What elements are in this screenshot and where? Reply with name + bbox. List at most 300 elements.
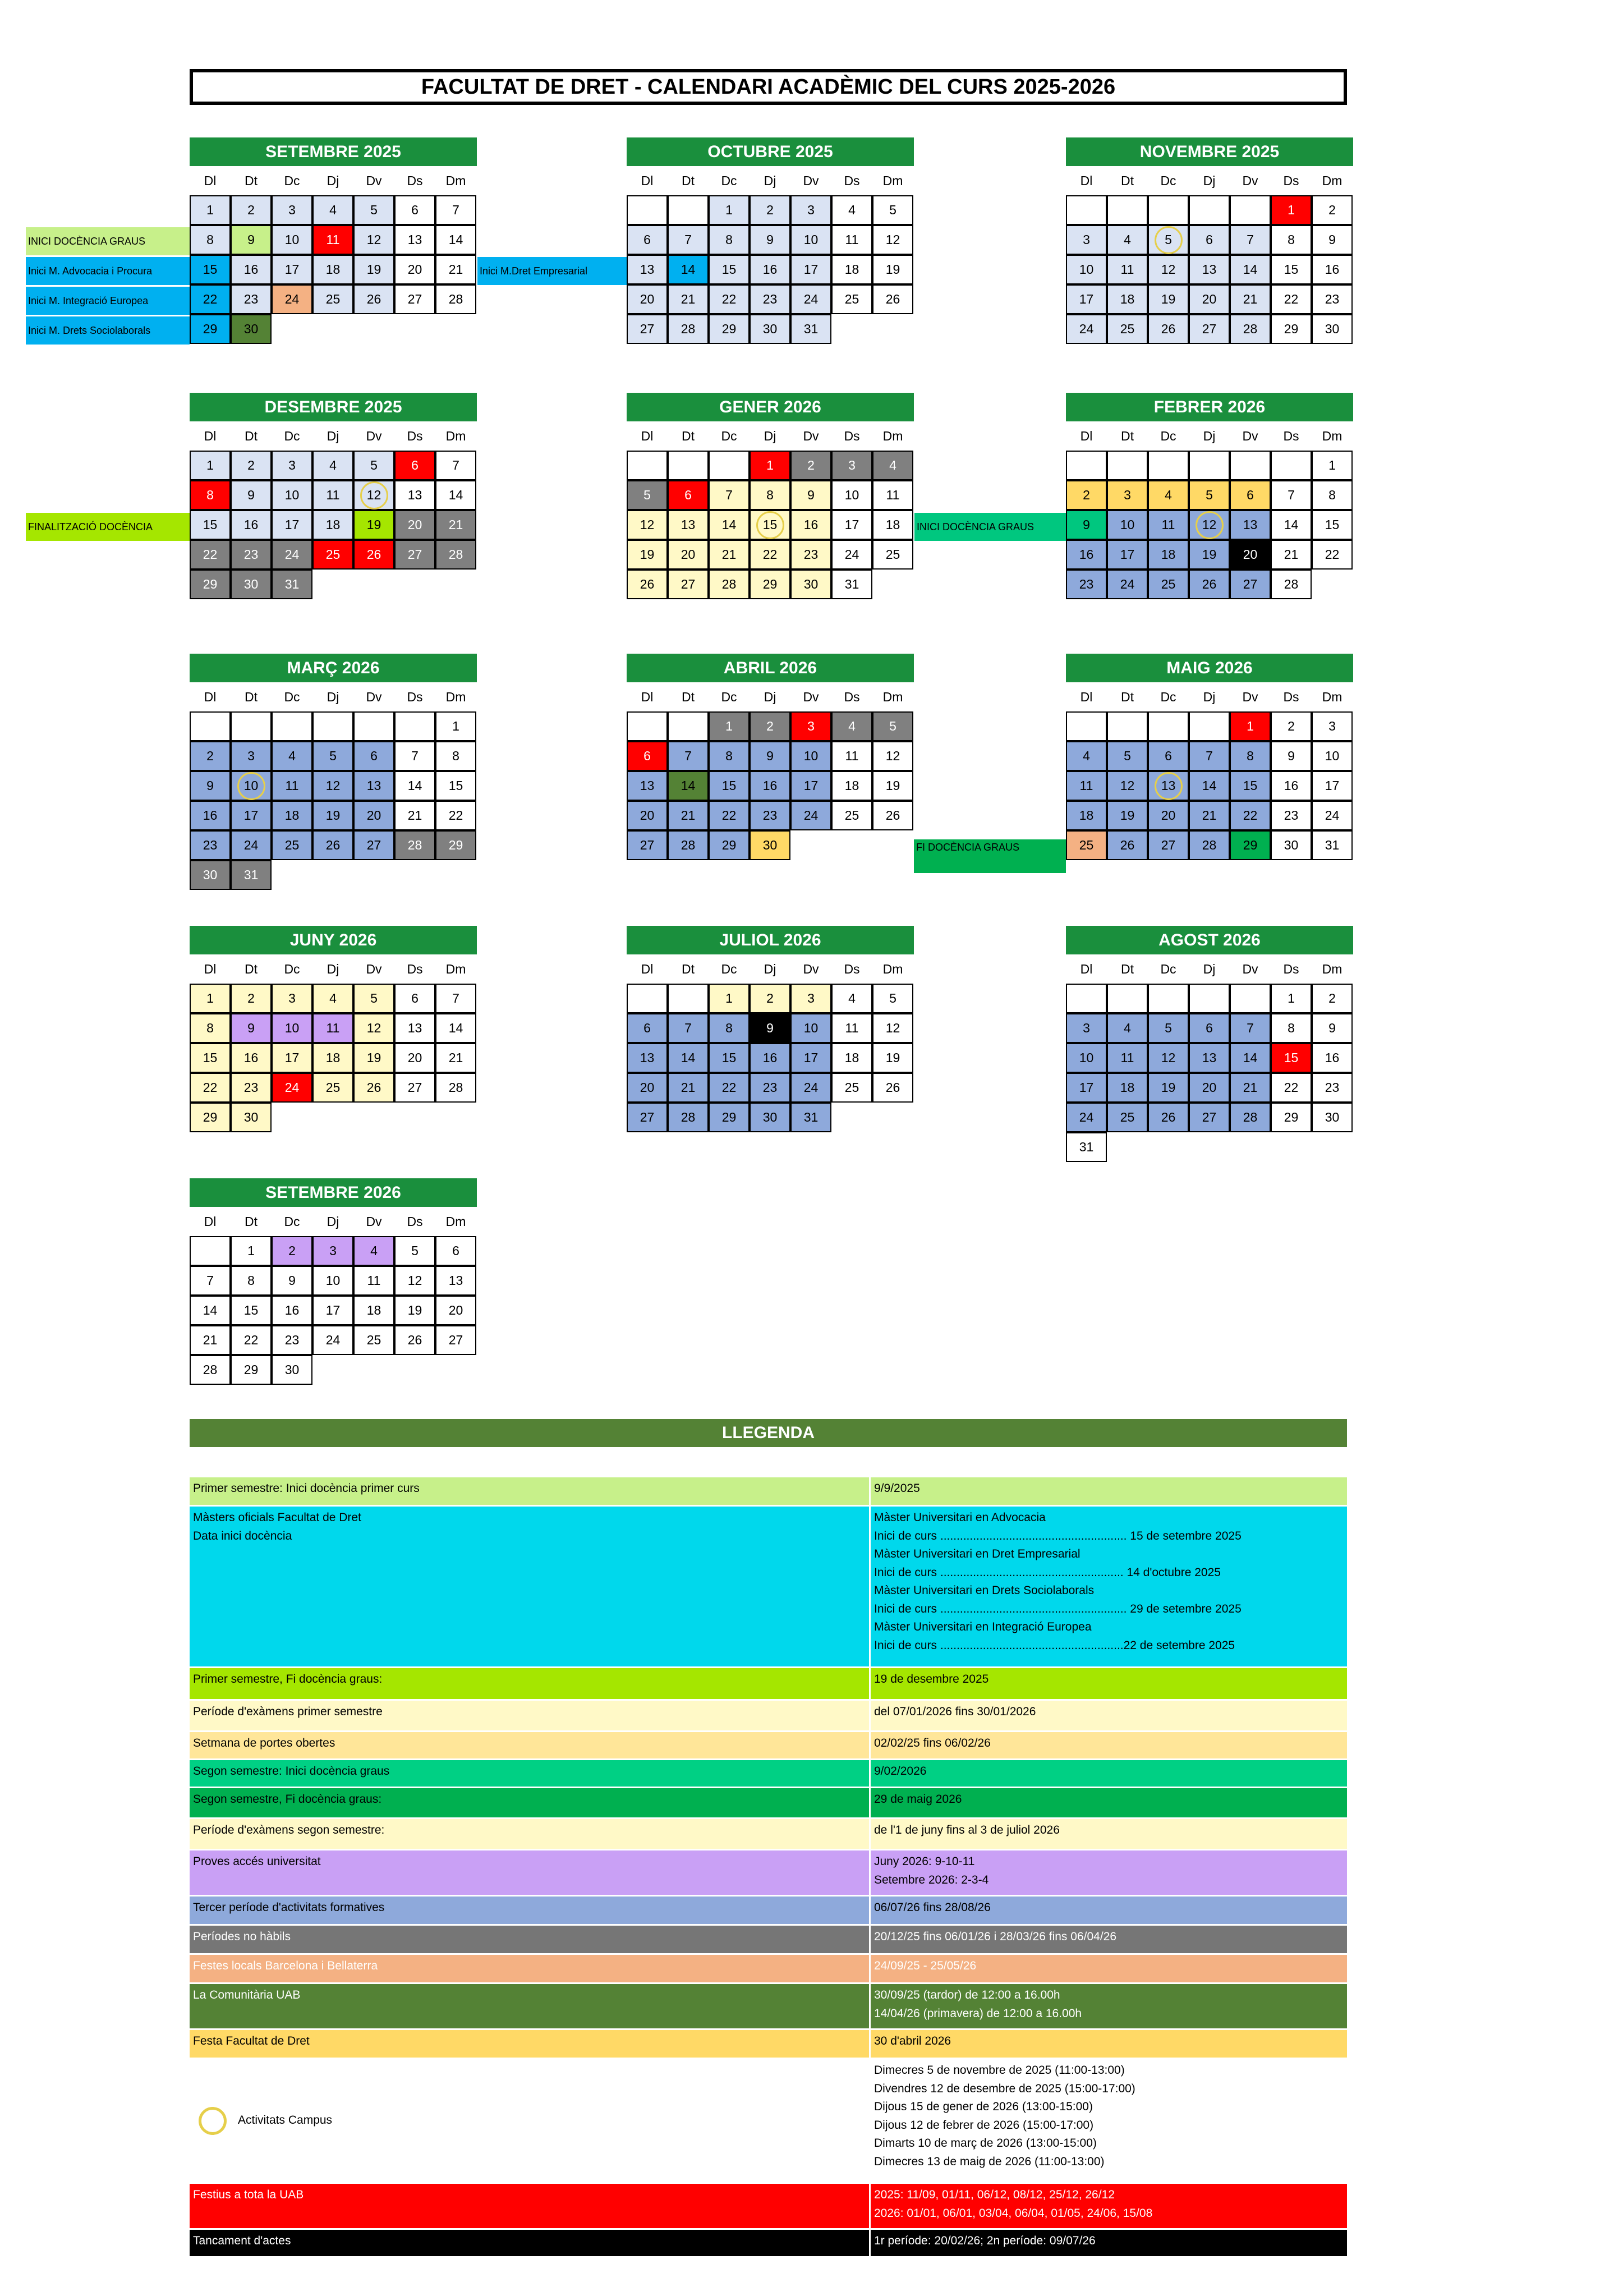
legend-label: Segon semestre, Fi docència graus: (190, 1788, 871, 1817)
day-cell: 21 (668, 801, 709, 830)
legend-label: Primer semestre, Fi docència graus: (190, 1668, 871, 1699)
day-cell: 21 (668, 284, 709, 314)
day-cell: 21 (435, 510, 476, 540)
day-cell: 2 (790, 451, 831, 480)
weekday-label: Dv (366, 428, 382, 443)
day-cell: 15 (709, 255, 750, 284)
day-cell: 28 (435, 1073, 476, 1103)
day-cell: 28 (709, 570, 750, 599)
day-cell: 26 (1148, 1103, 1189, 1132)
day-cell: 19 (1148, 1073, 1189, 1103)
day-cell: 28 (668, 314, 709, 344)
blank-cell (790, 830, 831, 860)
day-cell: 6 (435, 1236, 476, 1266)
day-cell: 23 (750, 801, 790, 830)
day-cell: 3 (1312, 711, 1353, 741)
blank-cell (394, 1103, 435, 1132)
day-cell: 22 (1312, 540, 1353, 570)
day-cell: 30 (231, 1103, 272, 1132)
day-cell: 2 (190, 741, 231, 771)
day-cell: 31 (231, 860, 272, 890)
empty-cell (1189, 984, 1230, 1013)
weekday-label: Ds (844, 961, 860, 976)
day-cell: 8 (709, 225, 750, 255)
week-row (190, 984, 477, 1013)
empty-cell (312, 711, 353, 741)
week-row (1066, 771, 1353, 801)
legend-row (190, 1819, 1347, 1850)
legend-value: 24/09/25 - 25/05/26 (871, 1955, 1347, 1982)
week-row (1066, 314, 1353, 344)
weekday-label: Ds (844, 428, 860, 443)
weekday-label: Ds (407, 689, 423, 704)
weekday-label: Dl (1080, 428, 1093, 443)
day-cell: 27 (1230, 570, 1271, 599)
day-cell: 6 (353, 741, 394, 771)
blank-cell (353, 860, 394, 890)
blank-cell (435, 860, 476, 890)
day-cell: 19 (1107, 801, 1148, 830)
legend-row (190, 2230, 1347, 2258)
day-cell: 23 (231, 284, 272, 314)
weekday-label: Dc (721, 428, 737, 443)
day-cell: 5 (394, 1236, 435, 1266)
weekday-label: Dj (1203, 428, 1216, 443)
day-cell: 3 (790, 984, 831, 1013)
weekday-label: Dl (641, 173, 654, 188)
legend-value: 19 de desembre 2025 (871, 1668, 1347, 1699)
weekday-label: Dm (882, 961, 903, 976)
day-cell: 5 (353, 984, 394, 1013)
day-cell: 19 (312, 801, 353, 830)
day-cell: 28 (1230, 1103, 1271, 1132)
day-cell: 24 (272, 540, 312, 570)
weekday-label: Dm (1322, 428, 1342, 443)
day-cell: 25 (1107, 314, 1148, 344)
day-cell: 1 (709, 195, 750, 225)
day-cell: 9 (1312, 1013, 1353, 1043)
empty-cell (1066, 984, 1107, 1013)
weekday-label: Dt (1121, 173, 1134, 188)
weekday-label: Dl (204, 173, 217, 188)
day-cell: 10 (1107, 510, 1148, 540)
month-calendar (1066, 926, 1353, 1162)
day-cell: 8 (709, 1013, 750, 1043)
weekday-label: Dl (641, 689, 654, 704)
day-cell: 25 (831, 284, 872, 314)
day-cell: 18 (1148, 540, 1189, 570)
day-cell: 20 (435, 1296, 476, 1325)
legend-label: Segon semestre: Inici docència graus (190, 1760, 871, 1787)
blank-cell (353, 1355, 394, 1385)
day-cell: 10 (790, 1013, 831, 1043)
day-cell: 16 (272, 1296, 312, 1325)
day-cell: 14 (190, 1296, 231, 1325)
day-cell: 24 (1066, 314, 1107, 344)
day-cell: 15 (1312, 510, 1353, 540)
day-cell: 16 (190, 801, 231, 830)
month-calendar (190, 137, 477, 344)
day-cell: 6 (627, 1013, 668, 1043)
day-cell: 9 (231, 480, 272, 510)
legend-value: Màster Universitari en Advocacia Inici de curs ......................................................... 15 de setembre 2025 Màster Universitari en Dret Empresarial Inici de curs ........................................................ 14 d'octubre 2025 Màster Universitari en Drets Sociolaborals Inici de curs ......................................................... 29 de setembre 2025 Màster Universitari en Integració Europea Inici de curs ........................................................22 de setembre 2025 (871, 1507, 1347, 1666)
day-cell: 5 (353, 451, 394, 480)
blank-cell (1189, 1132, 1230, 1162)
empty-cell (1148, 195, 1189, 225)
day-cell: 18 (1107, 284, 1148, 314)
day-cell: 7 (1230, 1013, 1271, 1043)
weekday-label: Dj (764, 173, 776, 188)
day-cell: 29 (190, 314, 231, 344)
weekday-label: Dc (1160, 428, 1176, 443)
day-cell: 20 (394, 1043, 435, 1073)
day-cell: 28 (668, 830, 709, 860)
weekday-label: Dl (204, 689, 217, 704)
day-cell: 24 (272, 284, 312, 314)
day-cell: 29 (750, 570, 790, 599)
week-row (1066, 225, 1353, 255)
day-cell: 6 (1148, 741, 1189, 771)
week-row (1066, 741, 1353, 771)
day-cell: 19 (353, 255, 394, 284)
blank-cell (831, 830, 872, 860)
day-cell: 14 (435, 1013, 476, 1043)
day-cell: 27 (435, 1325, 476, 1355)
day-cell: 26 (627, 570, 668, 599)
day-cell: 20 (394, 510, 435, 540)
weekday-label: Dj (1203, 173, 1216, 188)
week-row (627, 1043, 914, 1073)
weekday-label: Dm (445, 428, 466, 443)
weekday-label: Dv (803, 428, 819, 443)
month-calendar (1066, 393, 1353, 599)
weekday-label: Dv (803, 173, 819, 188)
weekday-label: Dt (1121, 428, 1134, 443)
week-row (190, 1103, 477, 1132)
day-cell: 2 (1312, 195, 1353, 225)
week-row (1066, 451, 1353, 480)
weekday-label: Dv (1242, 428, 1258, 443)
week-row (1066, 480, 1353, 510)
day-cell: 7 (1189, 741, 1230, 771)
weekday-label: Dl (204, 961, 217, 976)
day-cell: 10 (1066, 1043, 1107, 1073)
day-cell: 30 (750, 1103, 790, 1132)
week-row (190, 451, 477, 480)
day-cell: 18 (1107, 1073, 1148, 1103)
day-cell: 12 (627, 510, 668, 540)
week-row (1066, 510, 1353, 540)
empty-cell (1107, 195, 1148, 225)
day-cell: 7 (668, 225, 709, 255)
day-cell: 19 (394, 1296, 435, 1325)
day-cell: 1 (190, 984, 231, 1013)
day-cell: 5 (1189, 480, 1230, 510)
day-cell: 18 (831, 771, 872, 801)
day-cell: 25 (312, 284, 353, 314)
empty-cell (190, 711, 231, 741)
weekday-label: Ds (407, 173, 423, 188)
day-cell: 9 (231, 1013, 272, 1043)
day-cell: 2 (1066, 480, 1107, 510)
day-cell: 3 (272, 195, 312, 225)
day-cell: 12 (872, 225, 913, 255)
blank-cell (435, 1103, 476, 1132)
legend-row (190, 1850, 1347, 1897)
day-cell: 1 (1312, 451, 1353, 480)
empty-cell (668, 195, 709, 225)
legend-value: 20/12/25 fins 06/01/26 i 28/03/26 fins 06/04/26 (871, 1926, 1347, 1953)
day-cell: 4 (872, 451, 913, 480)
empty-cell (1148, 984, 1189, 1013)
week-row (1066, 195, 1353, 225)
day-cell: 21 (435, 255, 476, 284)
day-cell: 27 (394, 1073, 435, 1103)
day-cell: 26 (312, 830, 353, 860)
day-cell: 11 (312, 225, 353, 255)
day-cell: 14 (1230, 255, 1271, 284)
weekday-label: Dc (721, 173, 737, 188)
day-cell: 8 (750, 480, 790, 510)
week-row (190, 1296, 477, 1325)
day-cell: 4 (312, 984, 353, 1013)
day-cell: 15 (1271, 255, 1312, 284)
day-cell: 15 (709, 1043, 750, 1073)
day-cell: 8 (435, 741, 476, 771)
day-cell: 3 (1107, 480, 1148, 510)
empty-cell (1107, 984, 1148, 1013)
week-row (1066, 801, 1353, 830)
day-cell: 14 (668, 255, 709, 284)
day-cell: 31 (1312, 830, 1353, 860)
day-cell: 29 (709, 314, 750, 344)
empty-cell (1230, 451, 1271, 480)
week-row (1066, 1013, 1353, 1043)
day-cell: 1 (1230, 711, 1271, 741)
day-cell: 11 (312, 480, 353, 510)
day-cell: 30 (231, 314, 272, 344)
day-cell: 25 (312, 540, 353, 570)
day-cell: 29 (709, 830, 750, 860)
week-row (627, 480, 914, 510)
day-cell: 2 (750, 711, 790, 741)
legend-label: Màsters oficials Facultat de Dret Data inici docència (190, 1507, 871, 1666)
blank-cell (1271, 1132, 1312, 1162)
legend-row (190, 1732, 1347, 1760)
day-cell: 23 (1066, 570, 1107, 599)
weekday-label: Dm (1322, 961, 1342, 976)
day-cell: 6 (627, 741, 668, 771)
day-cell: 18 (831, 255, 872, 284)
week-row (627, 711, 914, 741)
empty-cell (1271, 451, 1312, 480)
week-row (190, 1236, 477, 1266)
day-cell: 17 (312, 1296, 353, 1325)
day-cell: 9 (1312, 225, 1353, 255)
day-cell: 19 (1148, 284, 1189, 314)
week-row (627, 984, 914, 1013)
day-cell: 8 (1271, 225, 1312, 255)
month-title: SETEMBRE 2026 (190, 1178, 477, 1207)
day-cell: 19 (1189, 540, 1230, 570)
day-cell: 23 (272, 1325, 312, 1355)
day-cell: 31 (272, 570, 312, 599)
day-cell: 11 (1066, 771, 1107, 801)
day-cell: 22 (709, 801, 750, 830)
day-cell: 20 (668, 540, 709, 570)
day-cell: 18 (872, 510, 913, 540)
day-cell: 17 (1107, 540, 1148, 570)
day-cell: 7 (1230, 225, 1271, 255)
week-row (627, 1103, 914, 1132)
day-cell: 4 (272, 741, 312, 771)
day-cell: 3 (272, 451, 312, 480)
day-cell: 17 (272, 1043, 312, 1073)
day-cell: 1 (190, 195, 231, 225)
legend-label: Setmana de portes obertes (190, 1732, 871, 1758)
day-cell: 11 (831, 741, 872, 771)
empty-cell (1107, 711, 1148, 741)
day-cell: 5 (353, 195, 394, 225)
day-cell: 10 (790, 741, 831, 771)
weekday-label: Dt (1121, 961, 1134, 976)
day-cell: 29 (435, 830, 476, 860)
legend-label: La Comunitària UAB (190, 1984, 871, 2028)
blank-cell (872, 1103, 913, 1132)
week-row (1066, 284, 1353, 314)
legend-value: 9/02/2026 (871, 1760, 1347, 1787)
day-cell: 24 (1107, 570, 1148, 599)
day-cell: 9 (750, 225, 790, 255)
day-cell: 8 (1230, 741, 1271, 771)
day-cell: 1 (1271, 984, 1312, 1013)
legend-value: 1r període: 20/02/26; 2n període: 09/07/26 (871, 2230, 1347, 2256)
blank-cell (353, 1103, 394, 1132)
day-cell: 27 (668, 570, 709, 599)
weekday-label: Ds (844, 173, 860, 188)
day-cell: 2 (750, 984, 790, 1013)
blank-cell (1107, 1132, 1148, 1162)
legend-row (190, 1788, 1347, 1819)
day-cell: 2 (750, 195, 790, 225)
month-calendar (627, 137, 914, 344)
day-cell: 25 (353, 1325, 394, 1355)
weekday-header (1066, 682, 1353, 711)
weekday-label: Dj (327, 173, 339, 188)
day-cell: 31 (1066, 1132, 1107, 1162)
day-cell: 28 (394, 830, 435, 860)
day-cell: 9 (750, 741, 790, 771)
campus-activity-circle-icon (199, 2107, 227, 2135)
day-cell: 28 (435, 540, 476, 570)
legend-row (190, 1701, 1347, 1732)
day-cell: 11 (872, 480, 913, 510)
day-cell: 8 (190, 225, 231, 255)
day-cell: 19 (872, 771, 913, 801)
day-cell: 26 (394, 1325, 435, 1355)
day-cell: 18 (312, 510, 353, 540)
weekday-label: Dt (682, 428, 695, 443)
month-title: GENER 2026 (627, 393, 914, 421)
legend-value: 02/02/25 fins 06/02/26 (871, 1732, 1347, 1758)
day-cell: 1 (750, 451, 790, 480)
day-cell: 9 (231, 225, 272, 255)
week-row (627, 570, 914, 599)
empty-cell (627, 195, 668, 225)
day-cell: 25 (272, 830, 312, 860)
day-cell: 23 (1312, 1073, 1353, 1103)
weekday-label: Dv (366, 173, 382, 188)
weekday-label: Dl (204, 428, 217, 443)
day-cell: 9 (1066, 510, 1107, 540)
blank-cell (872, 570, 913, 599)
blank-cell (353, 314, 394, 344)
day-cell: 24 (790, 801, 831, 830)
day-cell: 21 (394, 801, 435, 830)
day-cell: 24 (790, 1073, 831, 1103)
weekday-label: Dl (641, 961, 654, 976)
month-title: MARÇ 2026 (190, 654, 477, 682)
day-cell: 12 (1148, 255, 1189, 284)
month-calendar (190, 926, 477, 1132)
month-title: OCTUBRE 2025 (627, 137, 914, 166)
day-cell: 7 (668, 1013, 709, 1043)
day-cell: 4 (831, 984, 872, 1013)
day-cell: 5 (872, 195, 913, 225)
weekday-label: Dc (1160, 689, 1176, 704)
day-cell: 20 (627, 1073, 668, 1103)
day-cell: 6 (627, 225, 668, 255)
day-cell: 29 (190, 1103, 231, 1132)
day-cell: 26 (872, 1073, 913, 1103)
weekday-header (627, 954, 914, 984)
day-cell: 25 (1148, 570, 1189, 599)
day-cell: 31 (790, 314, 831, 344)
weekday-label: Dj (327, 961, 339, 976)
day-cell: 4 (312, 195, 353, 225)
legend-value: 06/07/26 fins 28/08/26 (871, 1897, 1347, 1924)
day-cell: 15 (709, 771, 750, 801)
day-cell: 12 (353, 1013, 394, 1043)
day-cell: 29 (1271, 1103, 1312, 1132)
week-row (1066, 255, 1353, 284)
day-cell: 21 (190, 1325, 231, 1355)
day-cell: 26 (353, 284, 394, 314)
weekday-label: Dv (803, 689, 819, 704)
weekday-label: Ds (407, 428, 423, 443)
legend-value: 9/9/2025 (871, 1477, 1347, 1505)
day-cell: 16 (1066, 540, 1107, 570)
day-cell: 3 (790, 195, 831, 225)
day-cell: 5 (1148, 1013, 1189, 1043)
day-cell: 18 (1066, 801, 1107, 830)
blank-cell (394, 1355, 435, 1385)
day-cell: 10 (790, 225, 831, 255)
day-cell: 17 (1312, 771, 1353, 801)
day-cell: 10 (312, 1266, 353, 1296)
day-cell: 7 (1271, 480, 1312, 510)
day-cell: 31 (790, 1103, 831, 1132)
month-title: JUNY 2026 (190, 926, 477, 954)
legend-row (190, 1926, 1347, 1955)
week-row (627, 741, 914, 771)
empty-cell (1189, 711, 1230, 741)
day-cell: 14 (668, 1043, 709, 1073)
day-cell: 13 (435, 1266, 476, 1296)
legend-row (190, 1984, 1347, 2030)
legend-value: Juny 2026: 9-10-11 Setembre 2026: 2-3-4 (871, 1850, 1347, 1895)
page-title: FACULTAT DE DRET - CALENDARI ACADÈMIC DEL CURS 2025-2026 (190, 69, 1347, 105)
